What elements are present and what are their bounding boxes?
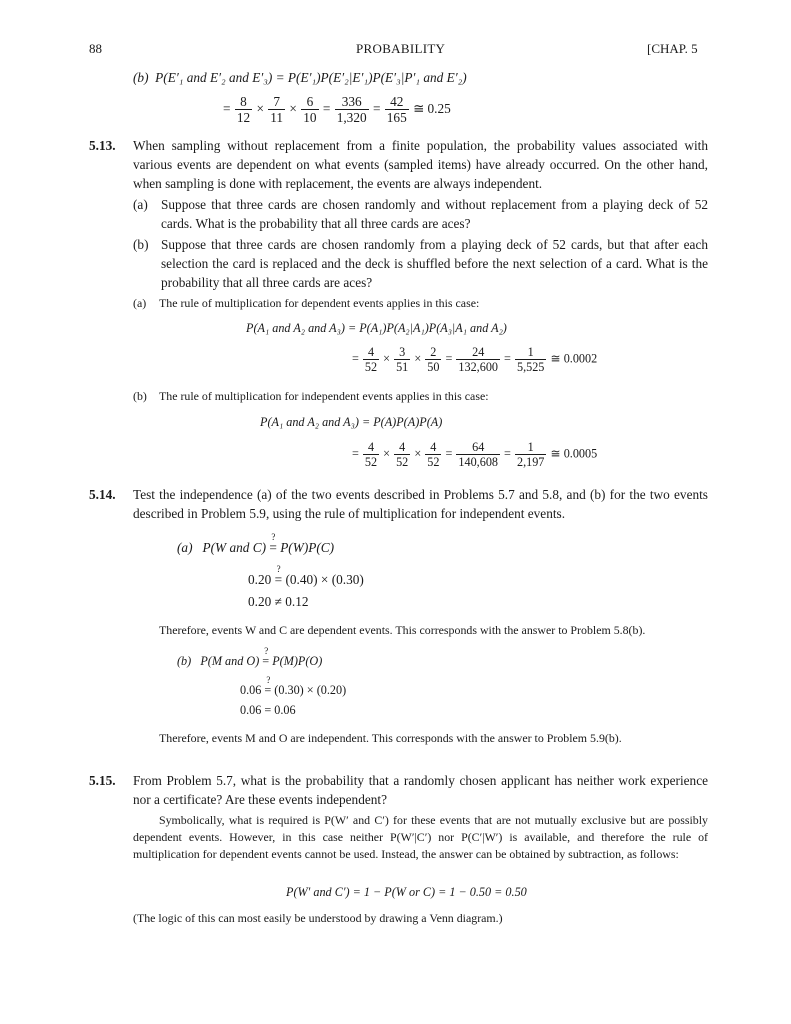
value: 0.06 (240, 683, 262, 697)
equation-dependent-values: = $\frac{4}{52}$ × $\frac{3}{51}$ × $\frac{2}{50}$ = $\frac{24}{132,600}$ = $\frac{1}{5,525}$ ≅ 0.0002 (352, 345, 598, 375)
fraction: $\frac{4}{52}$ (396, 440, 409, 470)
fraction: $\frac{1}{2,197}$ (516, 440, 545, 470)
page-number: 88 (89, 41, 102, 56)
fraction: $\frac{4}{52}$ (364, 440, 378, 470)
solution-5-13-a: The rule of multiplication for dependent events applies in this case: (159, 296, 480, 310)
question-5-13-a: Suppose that three cards are chosen randomly and without replacement from a playing deck of 52 cards. What is the probability that all three cards are aces? (161, 197, 708, 231)
question-label-b: (b) (133, 237, 149, 252)
carryover-line2: = $\frac{8}{12}$ × $\frac{7}{11}$ × $\frac{6}{10}$ = $\frac{336}{1,320}$ = $\frac{42}{165}$ ≅ 0.25 (223, 94, 451, 126)
problem-number-5-13: 5.13. (89, 138, 116, 153)
test-a-line2 (248, 564, 364, 588)
test-b-lhs: P(M and O) (200, 654, 260, 668)
fraction: $\frac{1}{5,525}$ (516, 345, 545, 375)
equation-subtraction: P(W′ and C′) = 1 − P(W or C) = 1 − 0.50 = 0.50 (286, 885, 527, 899)
problem-number-5-14: 5.14. (89, 487, 116, 502)
question-5-13-b: Suppose that three cards are chosen randomly from a playing deck of 52 cards, but that after each selection the card is replaced and the deck is shuffled before the next selection of a card. What is the probability that all three cards are aces? (161, 237, 708, 290)
fraction: $\frac{3}{51}$ (396, 345, 409, 375)
approx-value: ≅ 0.0005 (550, 446, 598, 461)
running-title: PROBABILITY (356, 41, 446, 56)
fraction: $\frac{64}{140,608}$ (458, 440, 498, 470)
problem-5-13-intro: When sampling without replacement from a finite population, the probability values associated with various events are dependent on what events (sampled items) have already occurred. On the other hand, when sampling is done with replacement, the events are always independent. (133, 138, 708, 191)
approx-value: ≅ 0.25 (413, 100, 451, 116)
fraction: $\frac{4}{52}$ (427, 440, 440, 470)
questioned-equals: = ? (269, 532, 277, 555)
test-a-lhs: P(W and C) (202, 540, 267, 555)
equation-independent-values: = $\frac{4}{52}$ × $\frac{4}{52}$ × $\frac{4}{52}$ = $\frac{64}{140,608}$ = $\frac{1}{2,197}$ ≅ 0.0005 (352, 440, 598, 470)
chapter-label: [CHAP. 5 (647, 41, 698, 56)
fraction: $\frac{24}{132,600}$ (458, 345, 498, 375)
equation-independent: P(A₁ and A₂ and A₃) = P(A)P(A)P(A) (260, 415, 443, 429)
questioned-equals: = ? (262, 646, 270, 668)
value: (0.30) × (0.20) (274, 683, 347, 697)
carryover-equation: P(E′₁ and E′₂ and E′₃) = P(E′₁)P(E′₂|E′₁)P(E′₃|P′₁ and E′₂) (155, 70, 467, 85)
part-label: (a) (177, 540, 193, 555)
approx-value: ≅ 0.0002 (550, 351, 598, 366)
carryover-line1 (133, 70, 467, 86)
test-b-line3: 0.06 = 0.06 (240, 703, 296, 717)
value: 0.20 (248, 572, 272, 587)
questioned-equals: = ? (264, 675, 272, 697)
test-b-rhs: P(M)P(O) (272, 654, 323, 668)
value: (0.40) × (0.30) (285, 572, 364, 587)
part-label: (b) (177, 654, 192, 668)
carryover-label: (b) (133, 70, 149, 85)
fraction: $\frac{2}{50}$ (427, 345, 440, 375)
fraction: $\frac{4}{52}$ (364, 345, 378, 375)
test-a-line3: 0.20 ≠ 0.12 (248, 594, 309, 609)
question-label-a: (a) (133, 197, 148, 212)
fraction: $\frac{336}{1,320}$ (336, 94, 367, 126)
test-b-line1 (177, 646, 323, 669)
questioned-equals: = ? (274, 564, 283, 587)
test-b-conclusion: Therefore, events M and O are independent. This corresponds with the answer to Problem 5.9(b). (159, 731, 622, 745)
fraction: $\frac{42}{165}$ (386, 94, 407, 126)
solution-label-b: (b) (133, 389, 147, 403)
equation-dependent: P(A₁ and A₂ and A₃) = P(A₁)P(A₂|A₁)P(A₃|A₁ and A₂) (246, 321, 507, 335)
test-a-rhs: P(W)P(C) (280, 540, 335, 555)
fraction: $\frac{8}{12}$ (236, 94, 251, 126)
venn-note: (The logic of this can most easily be understood by drawing a Venn diagram.) (133, 911, 503, 925)
fraction: $\frac{7}{11}$ (270, 94, 284, 126)
solution-5-13-b: The rule of multiplication for independent events applies in this case: (159, 389, 489, 403)
problem-5-15-body: Symbolically, what is required is P(W′ and C′) for these events that are not mutually exclusive but are possibly dependent events. However, in this case neither P(W′|C′) nor P(C′|W′) is available, and therefore the rule of multiplication for dependent events cannot be used. Instead, the answer can be obtained by subtraction, as follows: (133, 813, 708, 861)
fraction: $\frac{6}{10}$ (303, 94, 317, 126)
test-b-line2 (240, 675, 347, 698)
test-a-conclusion: Therefore, events W and C are dependent events. This corresponds with the answer to Problem 5.8(b). (159, 623, 646, 637)
test-a-line1 (177, 532, 335, 556)
solution-label-a: (a) (133, 296, 147, 310)
problem-5-14-intro: Test the independence (a) of the two events described in Problems 5.7 and 5.8, and (b) for the two events described in Problem 5.9, using the rule of multiplication for independent events. (133, 487, 708, 521)
problem-5-15-intro: From Problem 5.7, what is the probability that a randomly chosen applicant has neither work experience nor a certificate? Are these events independent? (133, 773, 708, 807)
problem-number-5-15: 5.15. (89, 773, 116, 788)
